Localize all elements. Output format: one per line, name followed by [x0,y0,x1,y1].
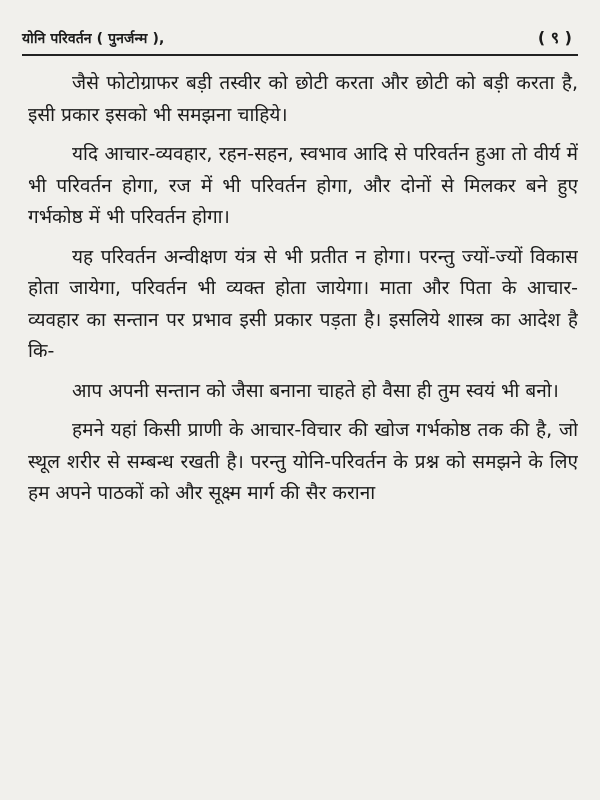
paragraph-4: आप अपनी सन्तान को जैसा बनाना चाहते हो वैसा ही तुम स्वयं भी बनो। [72,379,559,402]
paragraph-5: हमने यहां किसी प्राणी के आचार-विचार की खोज गर्भकोष्ठ तक की है, जो स्थूल शरीर से सम्बन्ध रखती है। परन्तु योनि-परिवर्तन के प्रश्न को समझने के लिए हम अपने पाठकों को और सूक्ष्म मार्ग की सैर कराना [28,419,578,504]
paragraph-1: जैसे फोटोग्राफर बड़ी तस्वीर को छोटी करता और छोटी को बड़ी करता है, इसी प्रकार इसको भी समझना चाहिये। [28,72,578,126]
running-title: योनि परिवर्तन ( पुनर्जन्म ), [22,31,165,47]
paragraph-2: यदि आचार-व्यवहार, रहन-सहन, स्वभाव आदि से परिवर्तन हुआ तो वीर्य में भी परिवर्तन होगा, रज में भी परिवर्तन होगा, और दोनों से मिलकर बने हुए गर्भकोष्ठ में भी परिवर्तन होगा। [28,143,578,228]
page-body [28,68,578,782]
page-header [22,26,578,56]
page-number: ( ९ ) [537,28,572,47]
paragraph-3: यह परिवर्तन अन्वीक्षण यंत्र से भी प्रतीत न होगा। परन्तु ज्यों-ज्यों विकास होता जायेगा, परिवर्तन भी व्यक्त होता जायेगा। माता और पिता के आचार-व्यवहार का सन्तान पर प्रभाव इसी प्रकार पड़ता है। इसलिये शास्त्र का आदेश है कि- [28,245,578,362]
